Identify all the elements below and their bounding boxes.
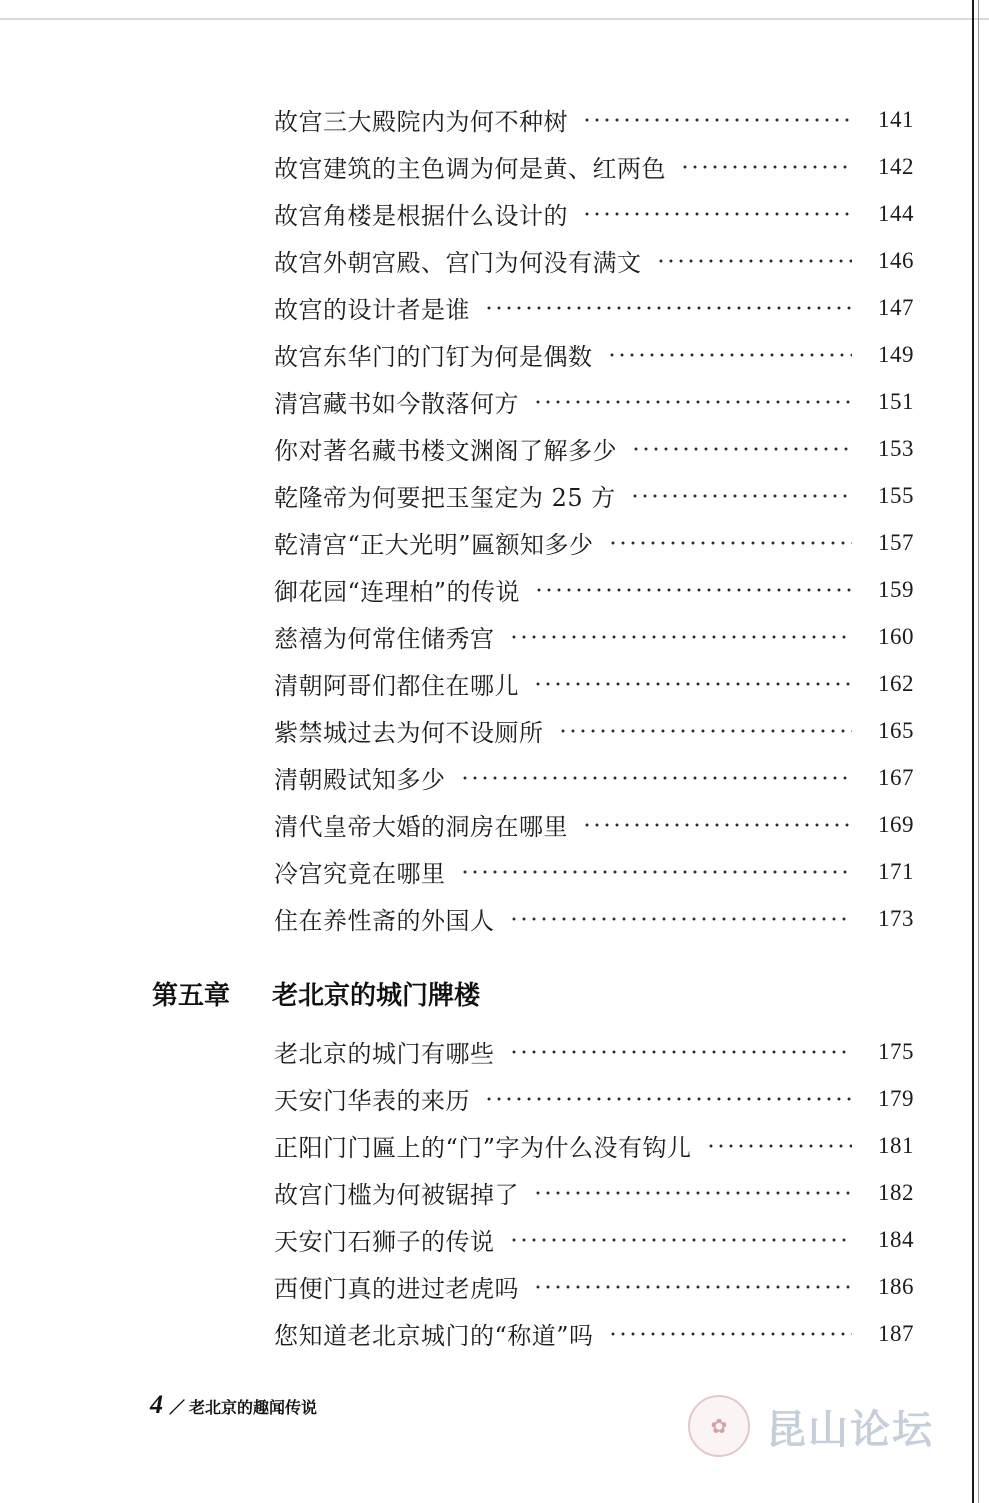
- dot-leader: [509, 1049, 853, 1055]
- toc-entry-title: 慈禧为何常住储秀宫: [274, 625, 495, 653]
- dot-leader: [533, 399, 852, 405]
- page-footer: [150, 1390, 317, 1420]
- toc-entry[interactable]: [274, 660, 914, 707]
- dot-leader: [631, 446, 852, 452]
- toc-entry[interactable]: [274, 848, 914, 895]
- dot-leader: [582, 822, 852, 828]
- toc-entry-page: 146: [878, 247, 914, 273]
- toc-entry-page: 167: [878, 764, 914, 790]
- toc-entry[interactable]: [274, 1263, 914, 1310]
- chapter-title: 老北京的城门牌楼: [272, 981, 481, 1011]
- dot-leader: [607, 352, 853, 358]
- dot-leader: [680, 164, 852, 170]
- dot-leader: [558, 728, 853, 734]
- toc-entry-title: 故宫三大殿院内为何不种树: [274, 108, 568, 136]
- toc-entry-page: 182: [878, 1179, 914, 1205]
- dot-leader: [484, 1096, 852, 1102]
- toc-entry-title: 你对著名藏书楼文渊阁了解多少: [274, 437, 617, 465]
- scan-right-edge: [972, 0, 974, 1503]
- toc-entry-title: 乾清宫“正大光明”匾额知多少: [274, 531, 594, 559]
- toc-entry[interactable]: [274, 519, 914, 566]
- toc-entry[interactable]: [274, 96, 914, 143]
- toc-entry-page: 186: [878, 1273, 914, 1299]
- toc-entry-page: 179: [878, 1085, 914, 1111]
- toc-entry-page: 165: [878, 717, 914, 743]
- toc-section-chapter4: [274, 96, 914, 942]
- dot-leader: [608, 540, 852, 546]
- toc-entry-title: 住在养性斋的外国人: [274, 907, 495, 935]
- dot-leader: [460, 775, 853, 781]
- toc-entry-title: 老北京的城门有哪些: [274, 1040, 495, 1068]
- toc-entry-title: 故宫的设计者是谁: [274, 296, 470, 324]
- dot-leader: [509, 634, 853, 640]
- toc-entry-title: 天安门华表的来历: [274, 1087, 470, 1115]
- toc-entry-page: 175: [878, 1038, 914, 1064]
- toc-entry-title: 您知道老北京城门的“称道”吗: [274, 1322, 594, 1350]
- toc-entry-title: 故宫外朝宫殿、宫门为何没有满文: [274, 249, 642, 277]
- dot-leader: [533, 681, 852, 687]
- toc-entry-page: 181: [878, 1132, 914, 1158]
- toc-entry-title: 紫禁城过去为何不设厕所: [274, 719, 544, 747]
- scan-top-edge: [0, 18, 989, 20]
- toc-entry[interactable]: [274, 1122, 914, 1169]
- toc-entry-page: 144: [878, 200, 914, 226]
- toc-entry[interactable]: [274, 895, 914, 942]
- dot-leader: [534, 587, 852, 593]
- toc-entry[interactable]: [274, 707, 914, 754]
- toc-entry-page: 173: [878, 905, 914, 931]
- toc-entry[interactable]: [274, 613, 914, 660]
- toc-entry-page: 155: [878, 482, 914, 508]
- toc-entry-page: 169: [878, 811, 914, 837]
- toc-entry-title: 西便门真的进过老虎吗: [274, 1275, 519, 1303]
- toc-entry-title: 清朝殿试知多少: [274, 766, 446, 794]
- toc-section-chapter5: [274, 1028, 914, 1357]
- toc-entry-page: 149: [878, 341, 914, 367]
- toc-entry[interactable]: [274, 1169, 914, 1216]
- toc-entry-page: 141: [878, 106, 914, 132]
- watermark-text: 昆山论坛: [766, 1406, 934, 1453]
- toc-entry-title: 天安门石狮子的传说: [274, 1228, 495, 1256]
- dot-leader: [656, 258, 853, 264]
- dot-leader: [460, 869, 853, 875]
- toc-entry-page: 157: [878, 529, 914, 555]
- toc-entry-page: 151: [878, 388, 914, 414]
- dot-leader: [509, 916, 853, 922]
- toc-entry[interactable]: [274, 801, 914, 848]
- toc-entry-title: 正阳门门匾上的“门”字为什么没有钩儿: [274, 1134, 692, 1162]
- scan-right-edge-shadow: [978, 0, 979, 1503]
- toc-entry[interactable]: [274, 190, 914, 237]
- toc-entry[interactable]: [274, 331, 914, 378]
- toc-entry-page: 160: [878, 623, 914, 649]
- watermark: [688, 1395, 934, 1457]
- dot-leader: [582, 211, 852, 217]
- toc-entry-title: 清宫藏书如今散落何方: [274, 390, 519, 418]
- dot-leader: [582, 117, 852, 123]
- dot-leader: [484, 305, 852, 311]
- toc-entry[interactable]: [274, 754, 914, 801]
- chapter-heading[interactable]: [152, 975, 480, 1012]
- toc-entry-title: 故宫角楼是根据什么设计的: [274, 202, 568, 230]
- toc-entry[interactable]: [274, 425, 914, 472]
- toc-entry[interactable]: [274, 284, 914, 331]
- dot-leader: [630, 493, 852, 499]
- toc-entry-page: 162: [878, 670, 914, 696]
- chapter-number: 第五章: [152, 981, 231, 1011]
- toc-entry[interactable]: [274, 378, 914, 425]
- toc-entry[interactable]: [274, 472, 914, 519]
- toc-entry-title: 清朝阿哥们都住在哪儿: [274, 672, 519, 700]
- toc-entry-page: 142: [878, 153, 914, 179]
- toc-entry-page: 184: [878, 1226, 914, 1252]
- dot-leader: [533, 1190, 852, 1196]
- toc-entry[interactable]: [274, 566, 914, 613]
- footer-separator: ／: [169, 1398, 186, 1417]
- toc-entry-title: 清代皇帝大婚的洞房在哪里: [274, 813, 568, 841]
- toc-entry[interactable]: [274, 143, 914, 190]
- toc-entry[interactable]: [274, 1216, 914, 1263]
- dot-leader: [706, 1143, 852, 1149]
- toc-entry-title: 故宫门槛为何被锯掉了: [274, 1181, 519, 1209]
- toc-entry[interactable]: [274, 1310, 914, 1357]
- toc-entry-page: 159: [878, 576, 914, 602]
- dot-leader: [533, 1284, 852, 1290]
- dot-leader: [608, 1331, 852, 1337]
- toc-entry-page: 147: [878, 294, 914, 320]
- seal-icon: ✿: [688, 1395, 750, 1457]
- dot-leader: [509, 1237, 853, 1243]
- toc-entry[interactable]: [274, 1075, 914, 1122]
- toc-entry-title: 乾隆帝为何要把玉玺定为 25 方: [274, 484, 616, 512]
- toc-entry-title: 冷宫究竟在哪里: [274, 860, 446, 888]
- toc-entry-page: 171: [878, 858, 914, 884]
- toc-entry-title: 故宫建筑的主色调为何是黄、红两色: [274, 155, 666, 183]
- footer-page-number: 4: [150, 1390, 163, 1419]
- footer-book-title: 老北京的趣闻传说: [189, 1398, 318, 1417]
- toc-entry-title: 故宫东华门的门钉为何是偶数: [274, 343, 593, 371]
- toc-entry-page: 187: [878, 1320, 914, 1346]
- toc-entry[interactable]: [274, 237, 914, 284]
- toc-entry-title: 御花园“连理柏”的传说: [274, 578, 521, 606]
- toc-entry-page: 153: [878, 435, 914, 461]
- toc-entry[interactable]: [274, 1028, 914, 1075]
